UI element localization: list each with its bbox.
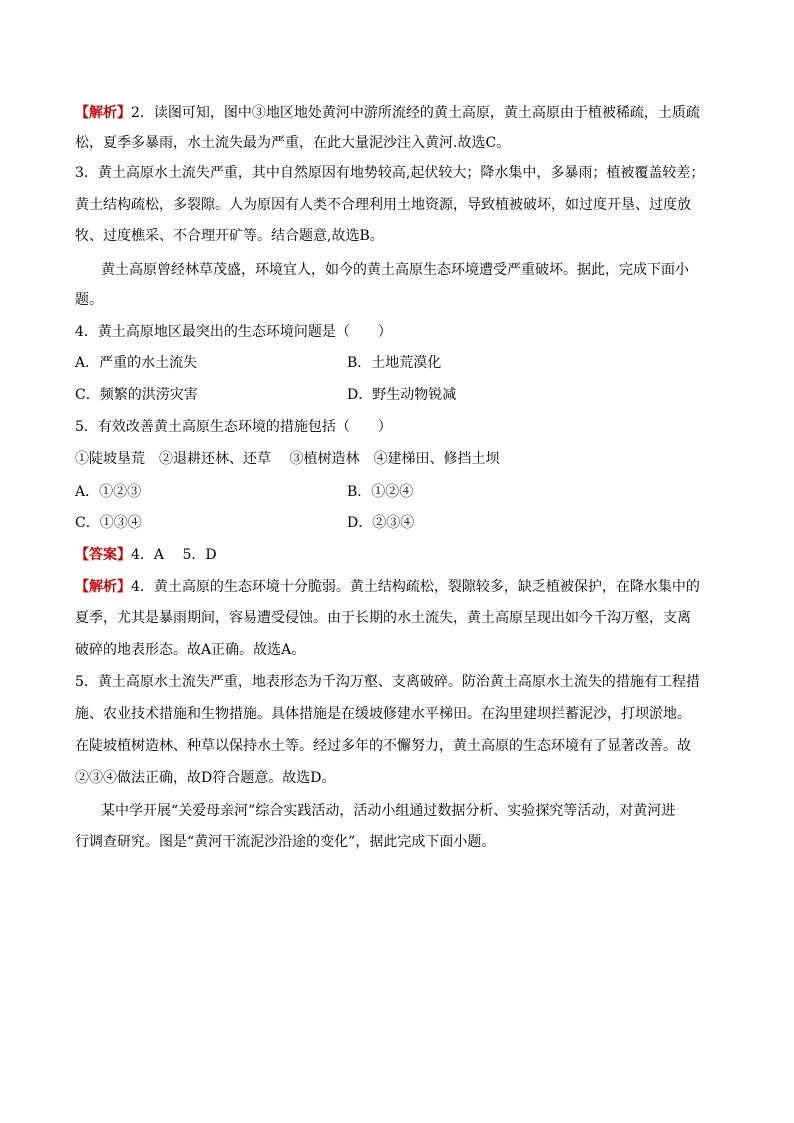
analysis2-text1: 4．黄土高原的生态环境十分脆弱。黄土结构疏松，裂隙较多，缺乏植被保护，在降水集中的 xyxy=(131,579,700,595)
analysis2-q5-line2: 施、农业技术措施和生物措施。具体措施是在缓坡修建水平梯田。在沟里建坝拦蓄泥沙，打坝淤地。 xyxy=(75,706,691,722)
q5-stem: 5．有效改善黄土高原生态环境的措施包括（ ） xyxy=(75,419,392,435)
analysis2-q5-line4: ②③④做法正确，故D符合题意。故选D。 xyxy=(75,770,336,786)
analysis1-q3-line2: 黄土结构疏松，多裂隙。人为原因有人类不合理利用土地资源，导致植被破坏，如过度开垦、过度放 xyxy=(75,197,691,213)
q4-options-row1 xyxy=(75,353,725,373)
analysis2-line2: 夏季，尤其是暴雨期间，容易遭受侵蚀。由于长期的水土流失，黄土高原呈现出如今千沟万壑，支离 xyxy=(75,610,691,626)
analysis1-q3-line1: 3．黄土高原水土流失严重，其中自然原因有地势较高,起伏较大；降水集中，多暴雨；植被覆盖较差； xyxy=(75,165,705,181)
q5-options-row2 xyxy=(75,513,725,533)
passage2-line2: 行调查研究。图是“黄河干流泥沙沿途的变化”，据此完成下面小题。 xyxy=(75,834,496,850)
q5-option-d: D．②③④ xyxy=(347,515,415,531)
analysis-tag-2: 【解析】 xyxy=(75,579,131,595)
q5-items: ①陡坡垦荒 ②退耕还林、还草 ③植树造林 ④建梯田、修挡土坝 xyxy=(75,451,500,467)
analysis-tag: 【解析】 xyxy=(75,105,131,121)
answer-tag: 【答案】 xyxy=(75,547,131,563)
q4-stem: 4．黄土高原地区最突出的生态环境问题是（ ） xyxy=(75,324,392,340)
q5-option-c: C．①③④ xyxy=(75,515,142,531)
analysis2-line1 xyxy=(75,577,725,597)
analysis2-line3: 破碎的地表形态。故A正确。故选A。 xyxy=(75,642,306,658)
analysis1-q3-line3: 牧、过度樵采、不合理开矿等。结合题意,故选B。 xyxy=(75,228,384,244)
answer-line xyxy=(75,545,725,565)
analysis1-line2: 松，夏季多暴雨，水土流失最为严重，在此大量泥沙注入黄河.故选C。 xyxy=(75,135,511,151)
analysis1-text1: 2．读图可知，图中③地区地处黄河中游所流经的黄土高原，黄土高原由于植被稀疏，土质疏 xyxy=(131,105,700,121)
q5-options-row1 xyxy=(75,482,725,502)
passage1-line2: 题。 xyxy=(75,292,103,308)
q4-option-a: A．严重的水土流失 xyxy=(75,355,198,371)
q4-option-d: D．野生动物锐减 xyxy=(347,387,457,403)
q4-options-row2 xyxy=(75,385,725,405)
answer-text: 4．A 5．D xyxy=(131,547,217,563)
q4-option-c: C．频繁的洪涝灾害 xyxy=(75,387,198,403)
q5-option-a: A．①②③ xyxy=(75,484,142,500)
q4-option-b: B．土地荒漠化 xyxy=(347,355,442,371)
passage1-line1: 黄土高原曾经林草茂盛，环境宜人，如今的黄土高原生态环境遭受严重破坏。据此，完成下面小 xyxy=(101,262,689,278)
analysis2-q5-line3: 在陡坡植树造林、种草以保持水土等。经过多年的不懈努力，黄土高原的生态环境有了显著改善。故 xyxy=(75,738,691,754)
passage2-line1: 某中学开展“关爱母亲河”综合实践活动，活动小组通过数据分析、实验探究等活动，对黄河进 xyxy=(101,803,676,819)
analysis2-q5-line1: 5．黄土高原水土流失严重，地表形态为千沟万壑、支离破碎。防治黄土高原水土流失的措施有工程措 xyxy=(75,674,700,690)
q5-option-b: B．①②④ xyxy=(347,484,414,500)
analysis1-line1 xyxy=(75,103,725,123)
